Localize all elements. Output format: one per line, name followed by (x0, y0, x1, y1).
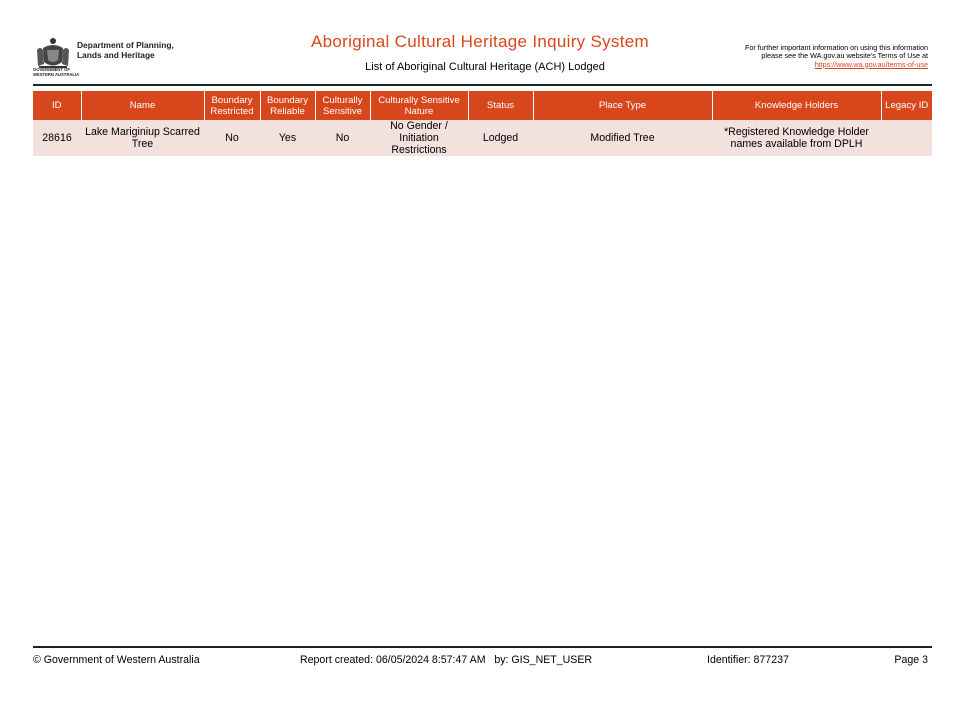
terms-info (745, 44, 928, 69)
cell-legacy-id (881, 120, 932, 156)
dept-name-line2: Lands and Heritage (77, 50, 155, 60)
cell-knowledge-holders: *Registered Knowledge Holder names available from DPLH (712, 120, 881, 156)
gov-line1: GOVERNMENT OF (33, 67, 70, 72)
col-header-sensitive-nature[interactable]: Culturally Sensitive Nature (370, 91, 468, 120)
government-label (33, 67, 79, 77)
gov-line2: WESTERN AUSTRALIA (33, 72, 80, 77)
cell-id: 28616 (33, 120, 81, 156)
col-header-legacy-id[interactable]: Legacy ID (881, 91, 932, 120)
ach-table (33, 91, 932, 156)
report-subtitle: List of Aboriginal Cultural Heritage (ACH) Lodged (365, 61, 605, 73)
col-header-culturally-sensitive[interactable]: Culturally Sensitive (315, 91, 370, 120)
info-line2: please see the WA.gov.au website's Terms of Use at (761, 51, 928, 61)
dept-name-line1: Department of Planning, (77, 40, 174, 50)
col-header-knowledge-holders[interactable]: Knowledge Holders (712, 91, 881, 120)
cell-place-type: Modified Tree (533, 120, 712, 156)
cell-culturally-sensitive: No (315, 120, 370, 156)
terms-of-use-link[interactable]: https://www.wa.gov.au/terms-of-use (814, 59, 928, 69)
dplh-logo (33, 36, 173, 78)
cell-boundary-reliable: Yes (260, 120, 315, 156)
footer-divider (33, 646, 932, 648)
report-header (0, 0, 964, 90)
system-title: Aboriginal Cultural Heritage Inquiry System (311, 32, 649, 51)
table-header-row (33, 91, 932, 120)
cell-status: Lodged (468, 120, 533, 156)
info-line1: For further important information on using this information (745, 43, 928, 52)
col-header-status[interactable]: Status (468, 91, 533, 120)
header-divider (33, 84, 932, 86)
cell-sensitive-nature: No Gender / Initiation Restrictions (370, 120, 468, 156)
col-header-boundary-reliable[interactable]: Boundary Reliable (260, 91, 315, 120)
col-header-place-type[interactable]: Place Type (533, 91, 712, 120)
col-header-boundary-restricted[interactable]: Boundary Restricted (204, 91, 260, 120)
col-header-name[interactable]: Name (81, 91, 204, 120)
footer-page-number: Page 3 (894, 654, 928, 666)
footer-copyright: © Government of Western Australia (33, 654, 200, 666)
cell-boundary-restricted: No (204, 120, 260, 156)
col-header-id[interactable]: ID (33, 91, 81, 120)
footer-identifier: Identifier: 877237 (707, 654, 789, 666)
table-row[interactable] (33, 120, 932, 156)
footer-report-created: Report created: 06/05/2024 8:57:47 AM by: GIS_NET_USER (300, 654, 593, 666)
cell-name: Lake Mariginiup Scarred Tree (81, 120, 204, 156)
